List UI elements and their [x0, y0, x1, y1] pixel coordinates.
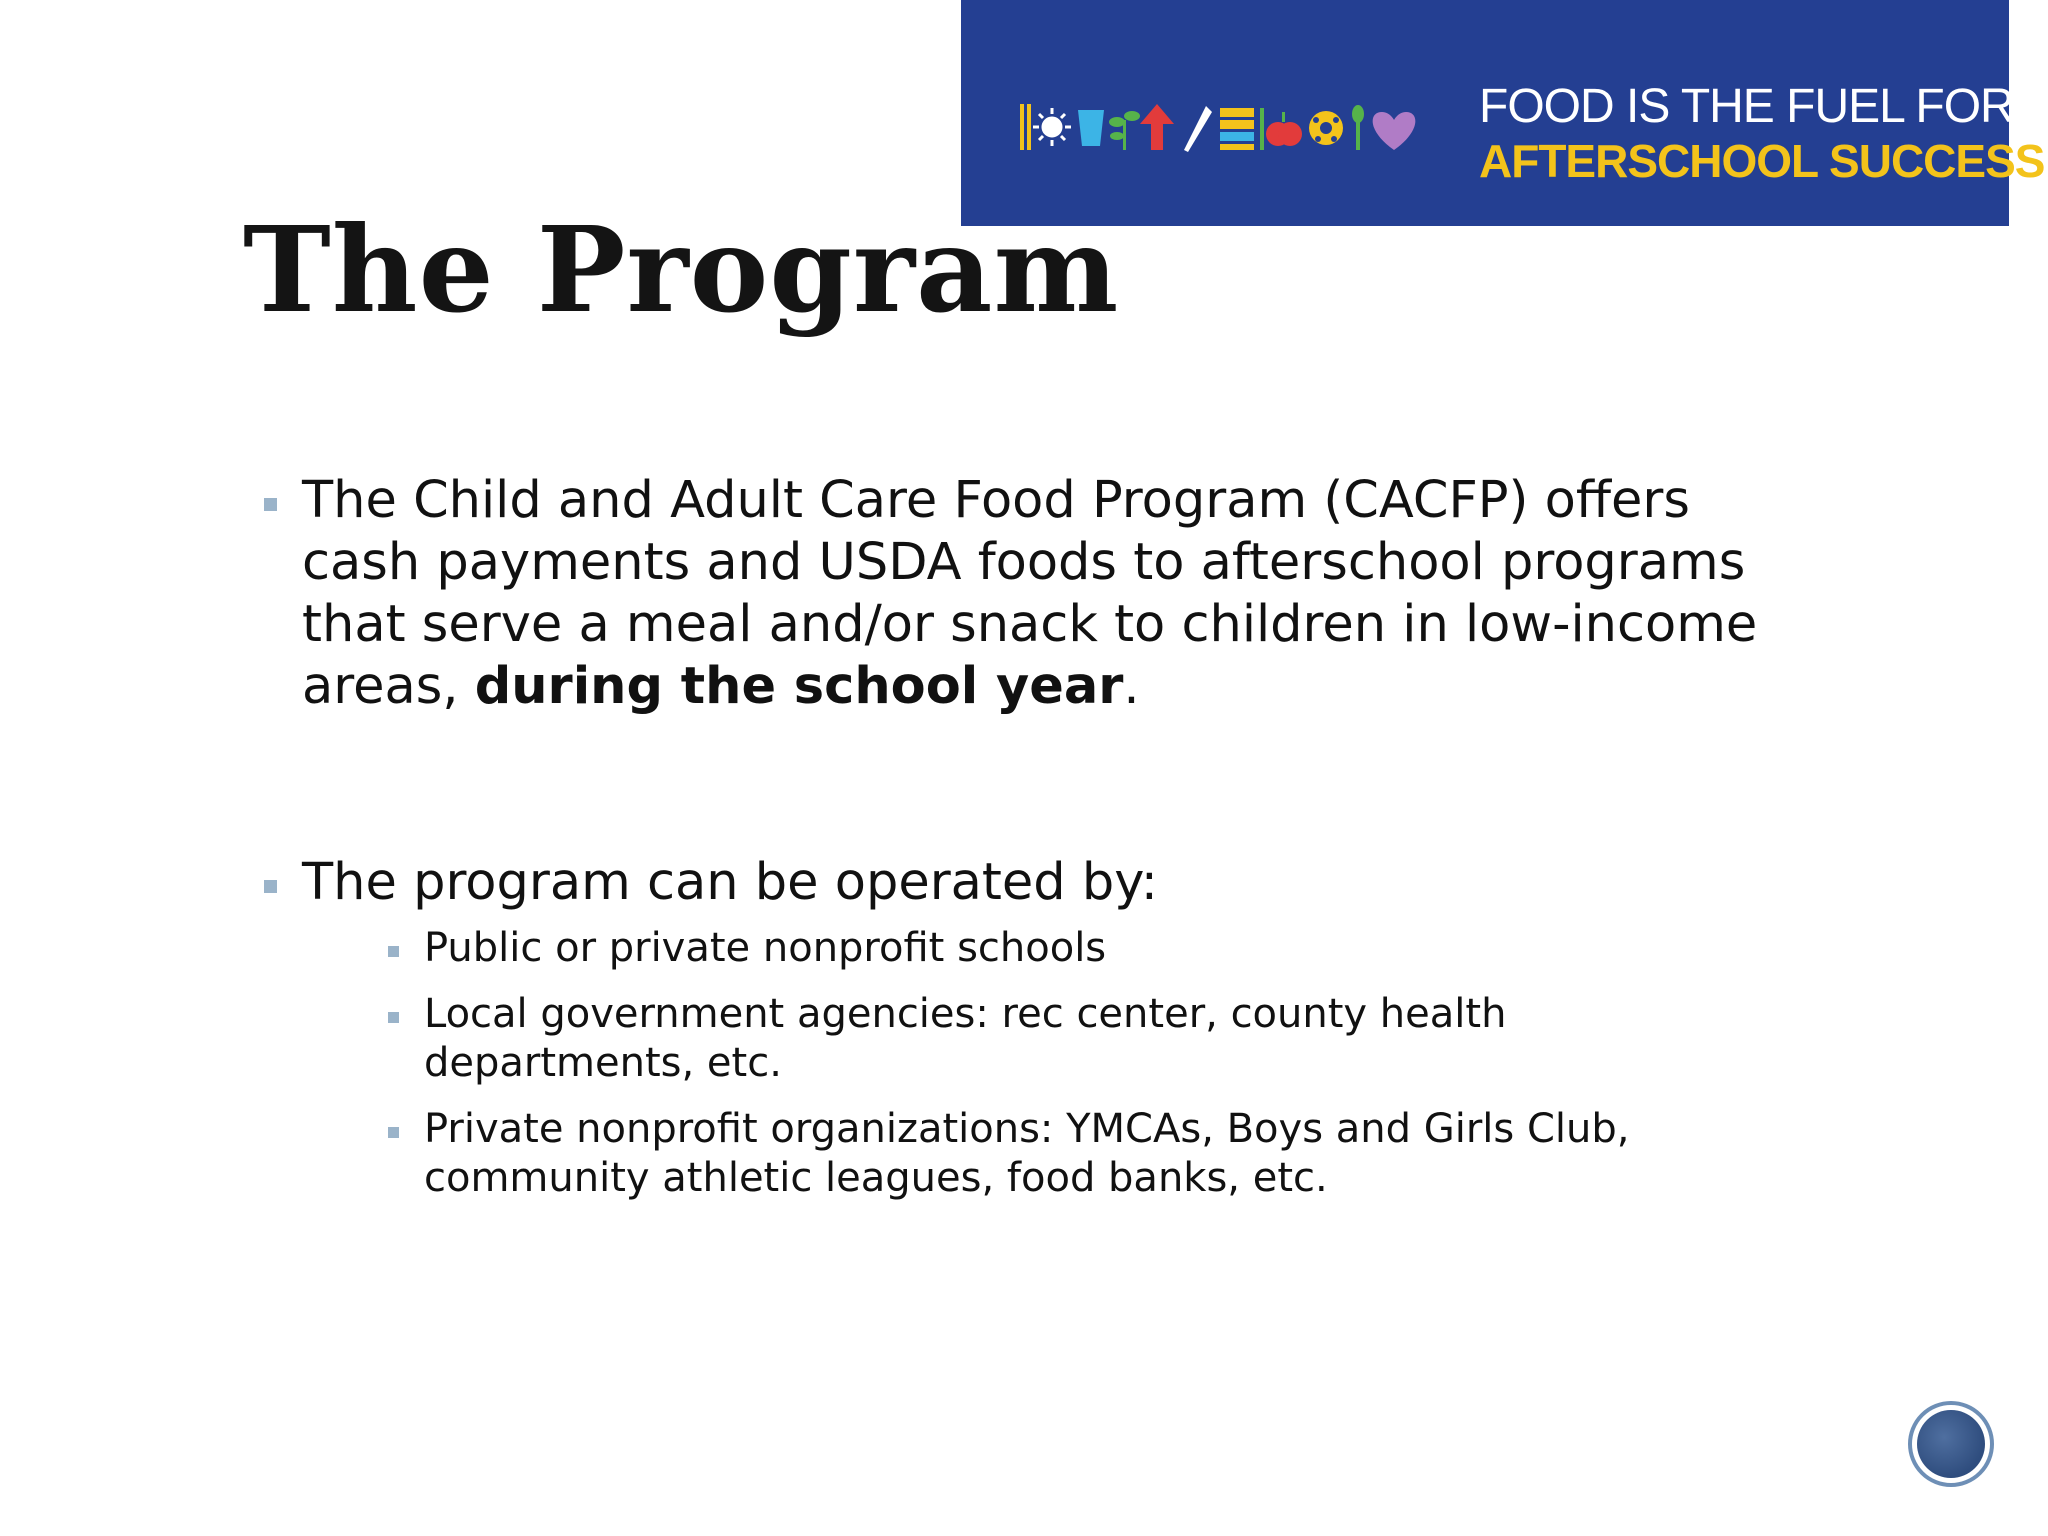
sun-icon — [1033, 108, 1071, 146]
list-item: Public or private nonprofit schools — [424, 924, 1704, 973]
header-banner — [961, 0, 2045, 226]
slide-content — [262, 470, 1822, 1220]
bullet-cacfp-text: The Child and Adult Care Food Program (CACFP) offers cash payments and USDA foods to afterschool programs that serve a meal and/or snack to children in low-income areas, — [302, 471, 1758, 716]
sprout-icon — [1109, 111, 1140, 150]
heart-icon — [1373, 112, 1416, 150]
spoon-icon — [1352, 105, 1364, 150]
bullet-operators — [262, 852, 1822, 914]
fork-knife-icon — [1020, 104, 1031, 150]
slide-title: The Program — [243, 200, 1120, 339]
banner-tagline-line-2: AFTERSCHOOL SUCCESS — [1479, 135, 2045, 187]
operators-list — [424, 924, 1822, 1203]
bullet-cacfp-end: . — [1123, 657, 1140, 716]
books-icon — [1220, 108, 1264, 150]
list-item: Private nonprofit organizations: YMCAs, Boys and Girls Club, community athletic leagues, food banks, etc. — [424, 1105, 1704, 1203]
cup-icon — [1078, 110, 1104, 146]
soccer-ball-icon — [1309, 111, 1343, 145]
circle-icon — [1917, 1410, 1985, 1478]
list-item: Local government agencies: rec center, county health departments, etc. — [424, 990, 1704, 1088]
bullet-cacfp-description — [262, 470, 1822, 718]
slide-nav-button[interactable] — [1908, 1401, 1994, 1487]
banner-tagline — [1479, 80, 2045, 188]
banner-tagline-line-1: FOOD IS THE FUEL FOR — [1479, 80, 2014, 133]
banner-icon-strip — [1016, 92, 1456, 162]
bullet-operators-text: The program can be operated by: — [302, 853, 1158, 912]
arrow-up-icon — [1140, 104, 1174, 150]
apple-icon — [1266, 112, 1302, 146]
bullet-cacfp-emphasis: during the school year — [474, 657, 1124, 716]
carrot-icon — [1184, 106, 1212, 152]
